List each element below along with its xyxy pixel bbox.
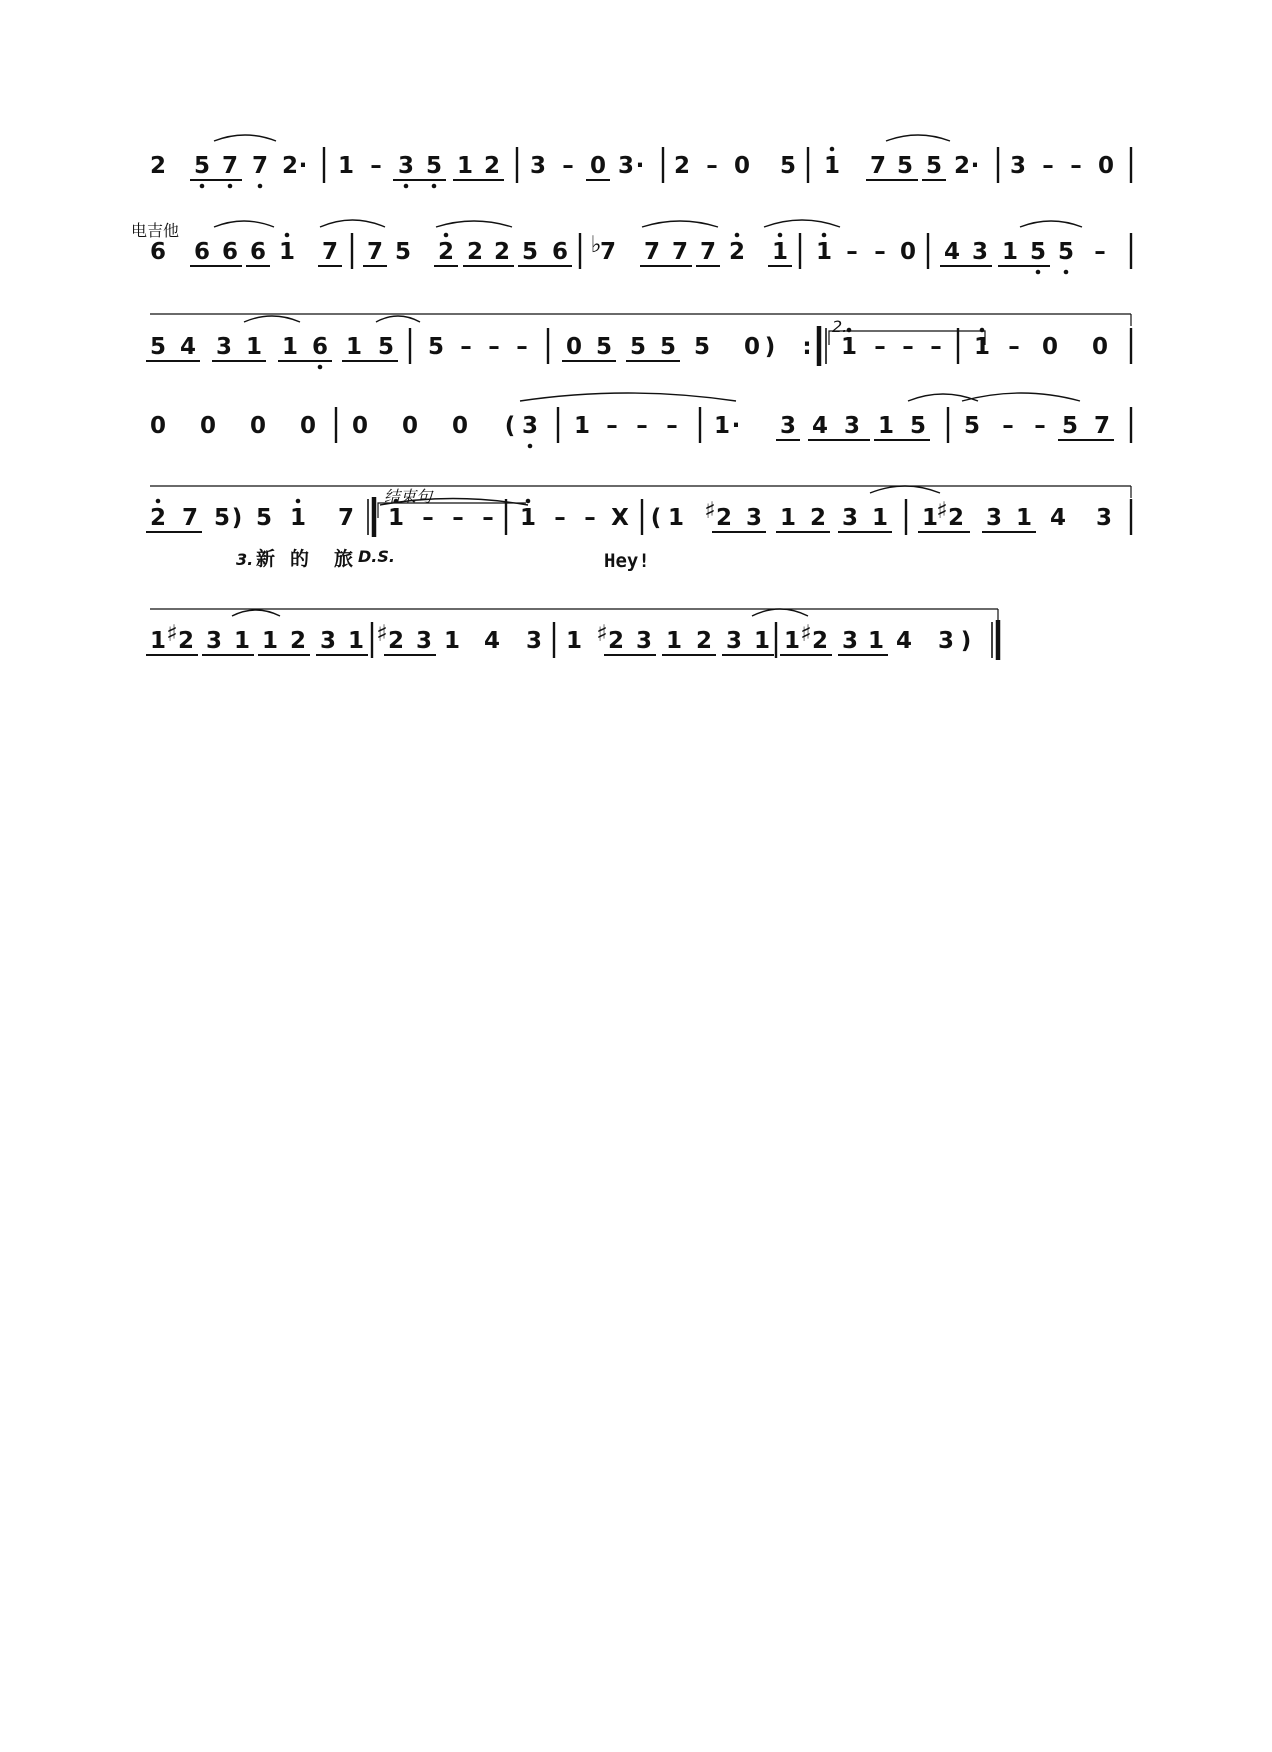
note: – — [636, 413, 648, 439]
note: 0 — [1097, 153, 1115, 179]
note: ( — [650, 505, 662, 531]
note: 7 — [181, 505, 199, 531]
score-line-4 — [150, 393, 1131, 448]
note: 3 — [841, 628, 859, 654]
note: 4 — [811, 413, 829, 439]
score-line-3 — [146, 316, 1131, 369]
note: 1 — [753, 628, 771, 654]
instrument-label: 电吉他 — [131, 221, 180, 240]
octave-dot-high — [822, 233, 827, 238]
note: 3 — [529, 153, 547, 179]
octave-dot-low — [1036, 270, 1041, 275]
accidental: ♯ — [800, 621, 812, 647]
slur — [962, 393, 1080, 401]
slur — [320, 220, 385, 227]
note: 1 — [245, 334, 263, 360]
note: 1 — [1015, 505, 1033, 531]
note: 2 — [437, 239, 455, 265]
note: 2 — [809, 505, 827, 531]
note: ) — [231, 505, 243, 531]
lyric-char-3: 旅 — [334, 548, 354, 570]
note: · — [731, 413, 741, 439]
note: 6 — [249, 239, 267, 265]
note: 2 — [289, 628, 307, 654]
note: : — [802, 334, 812, 360]
note: 7 — [643, 239, 661, 265]
note: 5 — [193, 153, 211, 179]
note: 4 — [895, 628, 913, 654]
note: 6 — [149, 239, 167, 265]
note: 5 — [779, 153, 797, 179]
slur — [752, 609, 808, 616]
slur — [214, 221, 274, 227]
note: · — [970, 153, 980, 179]
note: – — [874, 334, 886, 360]
note: 2 — [483, 153, 501, 179]
note: 0 — [249, 413, 267, 439]
note: 7 — [699, 239, 717, 265]
note: – — [706, 153, 718, 179]
note: 1 — [261, 628, 279, 654]
score-line-2 — [150, 220, 1131, 274]
note: 1 — [443, 628, 461, 654]
note: – — [1034, 413, 1046, 439]
note: 5 — [427, 334, 445, 360]
slur — [1020, 221, 1082, 227]
note: 5 — [255, 505, 273, 531]
note: 1 — [815, 239, 833, 265]
note: 1 — [713, 413, 731, 439]
ds-marking: D.S. — [358, 547, 395, 566]
octave-dot-high — [526, 499, 531, 504]
note: 3 — [843, 413, 861, 439]
note: – — [554, 505, 566, 531]
note: 1 — [281, 334, 299, 360]
note: 6 — [551, 239, 569, 265]
note: 3 — [779, 413, 797, 439]
slur — [886, 135, 950, 141]
lyric-char-1: 新 — [256, 548, 276, 570]
note: – — [1094, 239, 1106, 265]
note: – — [930, 334, 942, 360]
note: 0 — [733, 153, 751, 179]
octave-dot-low — [200, 184, 205, 189]
note: 3 — [617, 153, 635, 179]
note: 6 — [193, 239, 211, 265]
note: 4 — [943, 239, 961, 265]
note: 5 — [377, 334, 395, 360]
octave-dot-high — [156, 499, 161, 504]
note: 0 — [149, 413, 167, 439]
note: 5 — [629, 334, 647, 360]
note: 1 — [565, 628, 583, 654]
octave-dot-low — [318, 365, 323, 370]
accidental: ♯ — [596, 621, 608, 647]
note: 2 — [493, 239, 511, 265]
note: – — [666, 413, 678, 439]
note: 3 — [215, 334, 233, 360]
note: 1 — [771, 239, 789, 265]
octave-dot-low — [258, 184, 263, 189]
note: ) — [960, 628, 972, 654]
note: 7 — [337, 505, 355, 531]
score-line-1 — [150, 135, 1131, 188]
note: – — [422, 505, 434, 531]
note: 4 — [179, 334, 197, 360]
note: – — [488, 334, 500, 360]
note: – — [562, 153, 574, 179]
note: 2 — [695, 628, 713, 654]
note: – — [1002, 413, 1014, 439]
note: 1 — [278, 239, 296, 265]
accidental: ♯ — [376, 621, 388, 647]
note: 0 — [299, 413, 317, 439]
note: 1 — [149, 628, 167, 654]
note: 3 — [397, 153, 415, 179]
note: 2 — [947, 505, 965, 531]
note: 3 — [841, 505, 859, 531]
note: 3 — [521, 413, 539, 439]
note: 5 — [1061, 413, 1079, 439]
note: 3 — [745, 505, 763, 531]
score-line-6 — [146, 609, 998, 660]
note: – — [1042, 153, 1054, 179]
note: 5 — [1057, 239, 1075, 265]
note: 1 — [337, 153, 355, 179]
note: 2 — [466, 239, 484, 265]
note: 0 — [451, 413, 469, 439]
note: – — [460, 334, 472, 360]
note: 3 — [971, 239, 989, 265]
lyric-char-2: 的 — [290, 548, 310, 570]
note: ( — [504, 413, 516, 439]
slur — [520, 393, 736, 401]
note: 2 — [953, 153, 971, 179]
note: 1 — [867, 628, 885, 654]
note: 3 — [205, 628, 223, 654]
note: 7 — [599, 239, 617, 265]
note: ) — [764, 334, 776, 360]
note: 0 — [899, 239, 917, 265]
note: 5 — [521, 239, 539, 265]
slur — [232, 610, 280, 616]
note: 5 — [1029, 239, 1047, 265]
note: 2 — [281, 153, 299, 179]
accidental: ♭ — [590, 232, 602, 258]
note: 1 — [519, 505, 537, 531]
note: 3 — [937, 628, 955, 654]
note: 1 — [573, 413, 591, 439]
note: 5 — [909, 413, 927, 439]
note: 1 — [871, 505, 889, 531]
note: 0 — [743, 334, 761, 360]
note: 0 — [401, 413, 419, 439]
note: 2 — [149, 153, 167, 179]
note: – — [370, 153, 382, 179]
note: 1 — [921, 505, 939, 531]
note: 2 — [387, 628, 405, 654]
note: 5 — [693, 334, 711, 360]
note: 0 — [1091, 334, 1109, 360]
octave-dot-high — [980, 328, 985, 333]
note: – — [606, 413, 618, 439]
note: 7 — [1093, 413, 1111, 439]
note: 5 — [394, 239, 412, 265]
note: 3 — [1009, 153, 1027, 179]
note: 7 — [869, 153, 887, 179]
note: 4 — [483, 628, 501, 654]
slur — [870, 486, 940, 493]
note: – — [902, 334, 914, 360]
note: 5 — [595, 334, 613, 360]
octave-dot-high — [296, 499, 301, 504]
note: – — [1008, 334, 1020, 360]
slur — [436, 221, 512, 227]
octave-dot-low — [1064, 270, 1069, 275]
slur — [376, 316, 420, 322]
note: 1 — [233, 628, 251, 654]
slur — [642, 221, 718, 227]
note: 1 — [387, 505, 405, 531]
note: 7 — [251, 153, 269, 179]
note: 2 — [811, 628, 829, 654]
volta-2-label: 2. — [832, 317, 848, 336]
note: · — [298, 153, 308, 179]
score-notes — [146, 135, 1131, 660]
note: 7 — [221, 153, 239, 179]
note: 3 — [725, 628, 743, 654]
note: 5 — [149, 334, 167, 360]
octave-dot-high — [778, 233, 783, 238]
note: – — [584, 505, 596, 531]
note: – — [482, 505, 494, 531]
note: 3 — [319, 628, 337, 654]
note: 5 — [963, 413, 981, 439]
note: 7 — [671, 239, 689, 265]
score-line-5 — [146, 486, 1131, 537]
note: 2 — [715, 505, 733, 531]
octave-dot-high — [735, 233, 740, 238]
note: 5 — [425, 153, 443, 179]
note: 0 — [351, 413, 369, 439]
note: 1 — [347, 628, 365, 654]
note: 5 — [213, 505, 231, 531]
note: · — [635, 153, 645, 179]
note: 3 — [985, 505, 1003, 531]
note: 0 — [589, 153, 607, 179]
note: 3 — [1095, 505, 1113, 531]
note: – — [874, 239, 886, 265]
note: 2 — [149, 505, 167, 531]
note: 2 — [607, 628, 625, 654]
note: 1 — [345, 334, 363, 360]
note: 1 — [973, 334, 991, 360]
note: 1 — [667, 505, 685, 531]
note: 1 — [456, 153, 474, 179]
octave-dot-low — [404, 184, 409, 189]
note: 1 — [823, 153, 841, 179]
note: 3 — [525, 628, 543, 654]
accidental: ♯ — [166, 621, 178, 647]
lyrics-line — [236, 547, 650, 572]
note: 1 — [1001, 239, 1019, 265]
octave-dot-low — [528, 444, 533, 449]
note: – — [846, 239, 858, 265]
slur — [244, 316, 300, 322]
note: 1 — [783, 628, 801, 654]
note: 5 — [925, 153, 943, 179]
note: 2 — [673, 153, 691, 179]
octave-dot-high — [847, 328, 852, 333]
note: 3 — [635, 628, 653, 654]
note: X — [611, 505, 629, 531]
note: 0 — [1041, 334, 1059, 360]
slur — [214, 135, 276, 141]
note: 0 — [199, 413, 217, 439]
slur — [764, 220, 840, 227]
octave-dot-high — [444, 233, 449, 238]
note: 1 — [877, 413, 895, 439]
note: 6 — [221, 239, 239, 265]
note: 1 — [665, 628, 683, 654]
note: 7 — [321, 239, 339, 265]
note: 6 — [311, 334, 329, 360]
note: 5 — [659, 334, 677, 360]
note: 2 — [728, 239, 746, 265]
note: 7 — [366, 239, 384, 265]
octave-dot-low — [228, 184, 233, 189]
octave-dot-high — [830, 147, 835, 152]
accidental: ♯ — [704, 498, 716, 524]
ending-label: 结束句 — [384, 487, 433, 506]
note: 1 — [779, 505, 797, 531]
accidental: ♯ — [936, 498, 948, 524]
note: 1 — [289, 505, 307, 531]
note: 3 — [415, 628, 433, 654]
lyric-verse-number: 3. — [236, 550, 254, 569]
note: – — [516, 334, 528, 360]
note: – — [1070, 153, 1082, 179]
note: 4 — [1049, 505, 1067, 531]
note: 2 — [177, 628, 195, 654]
octave-dot-low — [432, 184, 437, 189]
note: – — [452, 505, 464, 531]
hey-lyric: Hey! — [604, 550, 650, 572]
note: 5 — [896, 153, 914, 179]
octave-dot-high — [285, 233, 290, 238]
note: 1 — [840, 334, 858, 360]
note: 0 — [565, 334, 583, 360]
